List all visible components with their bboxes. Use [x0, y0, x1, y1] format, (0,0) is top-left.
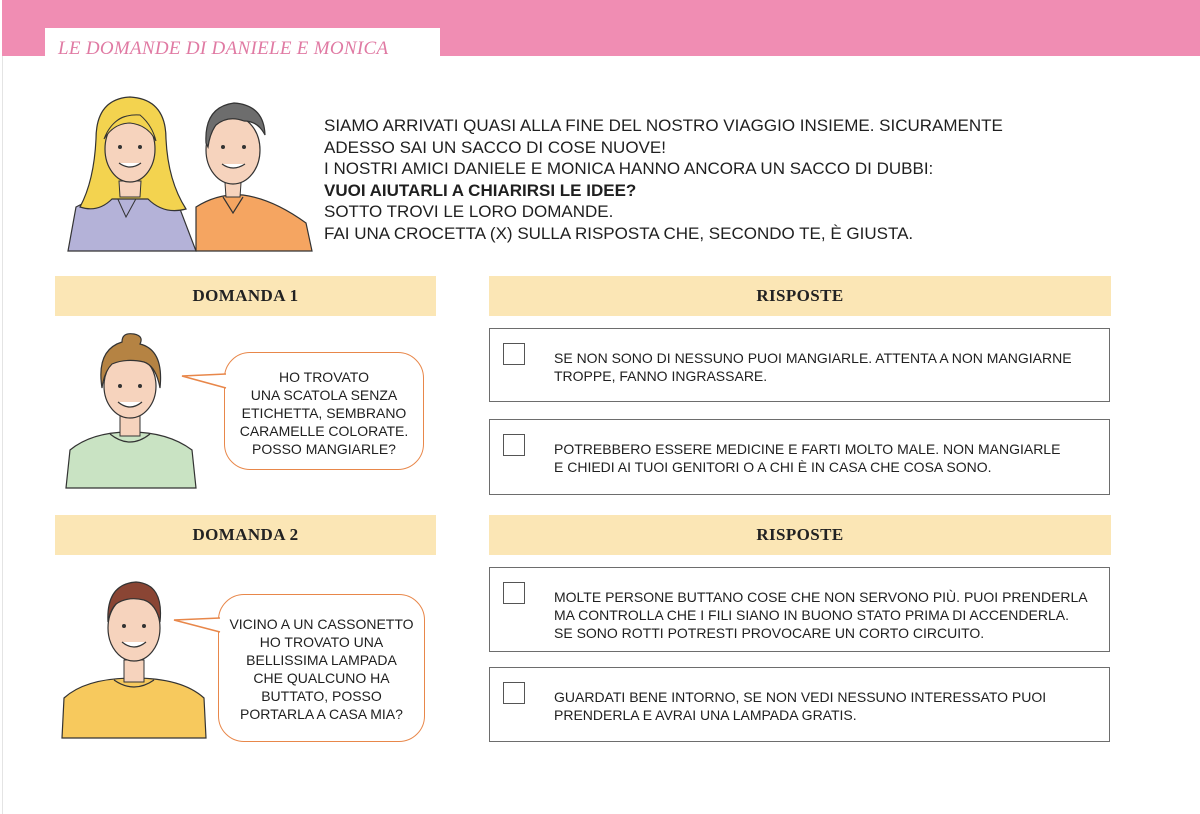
- question2-answer-1[interactable]: [489, 567, 1110, 652]
- answer-line: PRENDERLA E AVRAI UNA LAMPADA GRATIS.: [554, 707, 857, 723]
- answer-line: MOLTE PERSONE BUTTANO COSE CHE NON SERVONO PIÙ. PUOI PRENDERLA: [554, 589, 1088, 605]
- answer-line: POTREBBERO ESSERE MEDICINE E FARTI MOLTO MALE. NON MANGIARLE: [554, 441, 1061, 457]
- question2-speech-bubble: [218, 594, 425, 742]
- question2-answer-2[interactable]: [489, 667, 1110, 742]
- girl-illustration: [64, 332, 200, 488]
- bubble-tail: [172, 614, 224, 638]
- boy-illustration: [60, 580, 210, 738]
- answer-line: GUARDATI BENE INTORNO, SE NON VEDI NESSUNO INTERESSATO PUOI: [554, 689, 1047, 705]
- bubble-line: POSSO MANGIARLE?: [252, 441, 396, 457]
- answer-line: TROPPE, FANNO INGRASSARE.: [554, 368, 768, 384]
- bubble-line: BUTTATO, POSSO: [261, 688, 382, 704]
- answer-checkbox[interactable]: [503, 582, 525, 604]
- answer-line: E CHIEDI AI TUOI GENITORI O A CHI È IN CASA CHE COSA SONO.: [554, 459, 992, 475]
- bubble-line: VICINO A UN CASSONETTO: [229, 616, 414, 632]
- bubble-line: BELLISSIMA LAMPADA: [246, 652, 397, 668]
- daniele-monica-illustration: [68, 95, 318, 251]
- bubble-line: PORTARLA A CASA MIA?: [240, 706, 403, 722]
- answer-text: [554, 349, 1072, 385]
- answer-text: [554, 588, 1088, 642]
- bubble-line: CARAMELLE COLORATE.: [239, 423, 409, 439]
- question1-answer-1[interactable]: [489, 328, 1110, 402]
- bubble-line: UNA SCATOLA SENZA: [250, 387, 398, 403]
- answer-checkbox[interactable]: [503, 434, 525, 456]
- intro-line: SIAMO ARRIVATI QUASI ALLA FINE DEL NOSTRO VIAGGIO INSIEME. SICURAMENTE: [324, 116, 1003, 135]
- intro-line: ADESSO SAI UN SACCO DI COSE NUOVE!: [324, 137, 666, 157]
- question1-answers-header: RISPOSTE: [489, 276, 1111, 316]
- question1-answer-2[interactable]: [489, 419, 1110, 495]
- page-title: LE DOMANDE DI DANIELE E MONICA: [58, 38, 389, 59]
- bubble-line: ETICHETTA, SEMBRANO: [241, 405, 407, 421]
- question2-answers-header: RISPOSTE: [489, 515, 1111, 555]
- answer-checkbox[interactable]: [503, 343, 525, 365]
- answer-text: [554, 688, 1046, 724]
- answer-text: [554, 440, 1060, 476]
- answer-line: SE NON SONO DI NESSUNO PUOI MANGIARLE. ATTENTA A NON MANGIARNE: [554, 350, 1072, 366]
- intro-line: SOTTO TROVI LE LORO DOMANDE.: [324, 202, 614, 221]
- answer-checkbox[interactable]: [503, 682, 525, 704]
- bubble-line: HO TROVATO: [279, 369, 369, 385]
- intro-line: FAI UNA CROCETTA (X) SULLA RISPOSTA CHE, SECONDO TE, È GIUSTA.: [324, 223, 914, 243]
- intro-text: [324, 115, 1044, 244]
- bubble-line: HO TROVATO UNA: [259, 634, 384, 650]
- question2-header: DOMANDA 2: [55, 515, 436, 555]
- question1-speech-bubble: [224, 352, 424, 470]
- intro-line: I NOSTRI AMICI DANIELE E MONICA HANNO ANCORA UN SACCO DI DUBBI:: [324, 159, 934, 178]
- answer-line: MA CONTROLLA CHE I FILI SIANO IN BUONO STATO PRIMA DI ACCENDERLA.: [554, 607, 1069, 623]
- bubble-line: CHE QUALCUNO HA: [253, 670, 390, 686]
- bubble-tail: [180, 370, 230, 394]
- answer-line: SE SONO ROTTI POTRESTI PROVOCARE UN CORTO CIRCUITO.: [554, 625, 985, 641]
- intro-question-line: VUOI AIUTARLI A CHIARIRSI LE IDEE?: [324, 180, 637, 200]
- question1-header: DOMANDA 1: [55, 276, 436, 316]
